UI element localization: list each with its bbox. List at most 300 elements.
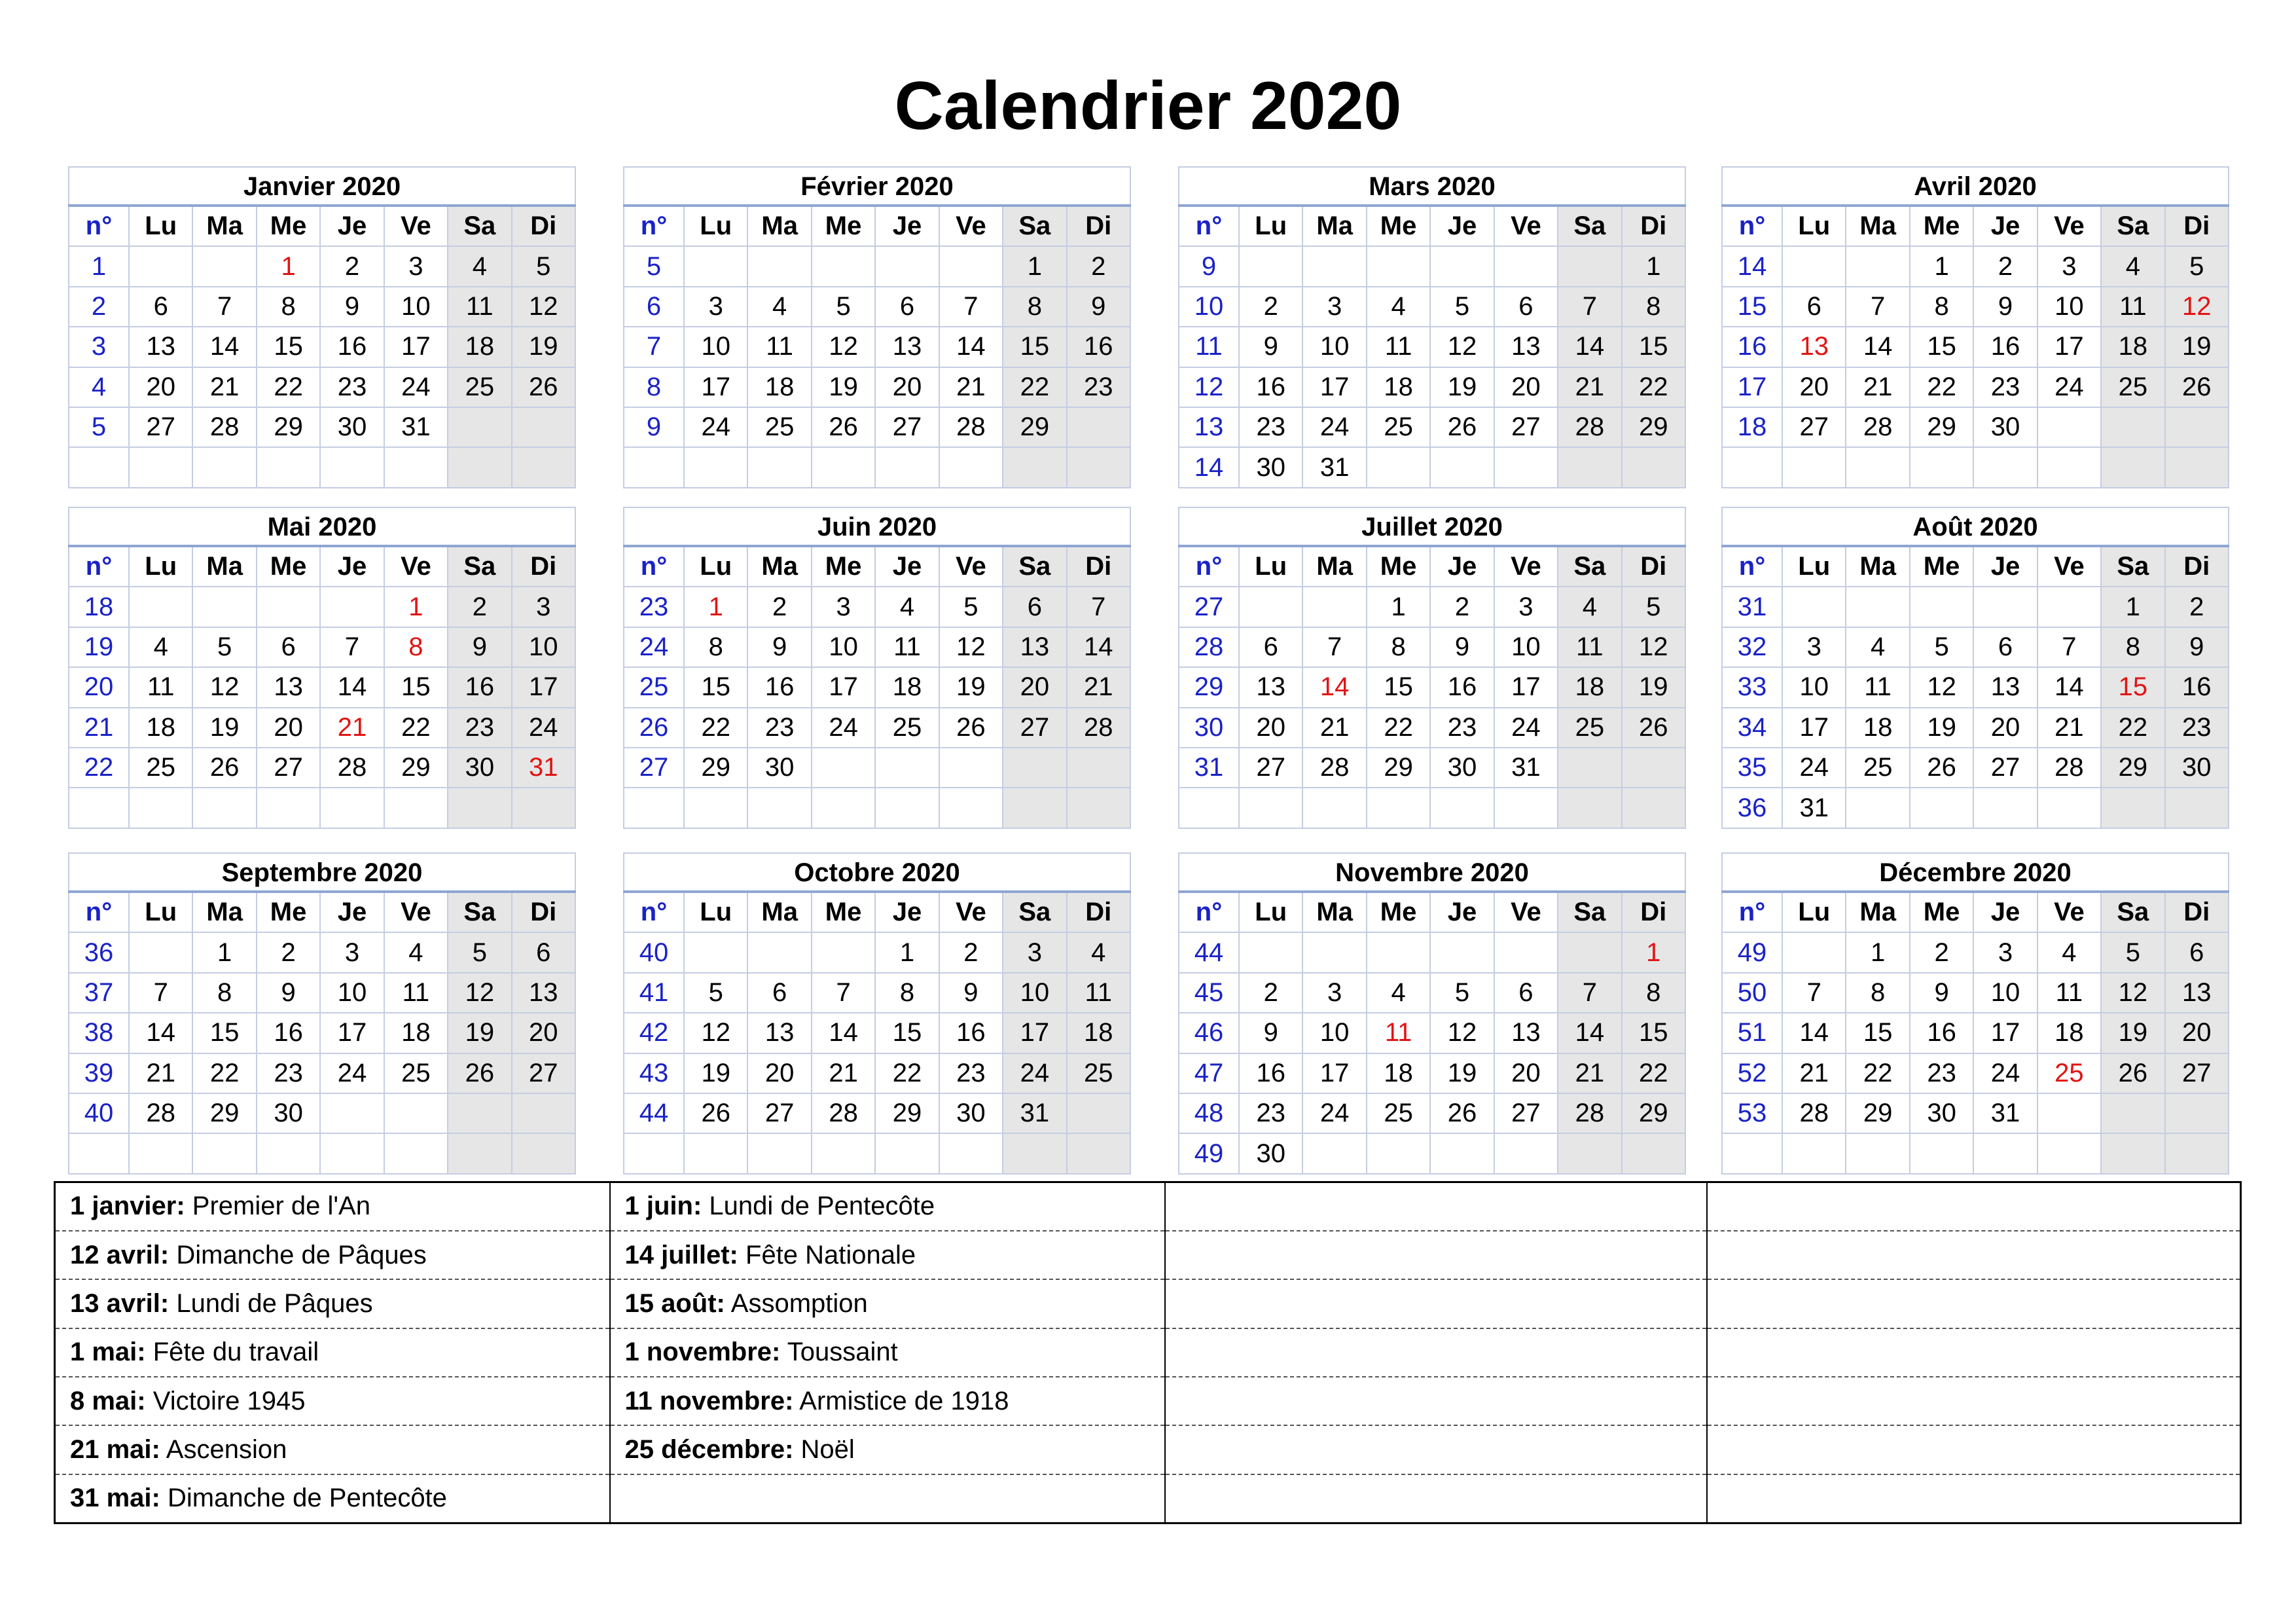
holiday-date: 1 juin: — [624, 1192, 702, 1221]
day-cell: 5 — [2101, 932, 2164, 972]
day-cell: 16 — [1910, 1013, 1973, 1053]
holiday-table — [54, 1181, 2242, 1524]
day-cell: 2 — [448, 587, 511, 627]
weekday-header: Lu — [129, 892, 192, 932]
day-cell: 29 — [1367, 748, 1430, 788]
day-cell: 23 — [1910, 1053, 1973, 1093]
holiday-cell — [1707, 1231, 2241, 1279]
week-number: 5 — [69, 407, 129, 447]
day-cell: 30 — [257, 1093, 320, 1133]
day-cell: 18 — [875, 667, 939, 707]
day-cell: 20 — [512, 1013, 575, 1053]
weekday-header: Lu — [1239, 206, 1302, 246]
day-cell: 11 — [1367, 1013, 1430, 1053]
day-cell — [1367, 1133, 1430, 1173]
day-cell: 22 — [192, 1053, 256, 1093]
week-number-header: n° — [1179, 546, 1239, 587]
day-cell: 3 — [1302, 287, 1366, 327]
week-row — [624, 287, 1130, 327]
week-row — [69, 973, 575, 1013]
day-cell: 8 — [1910, 287, 1973, 327]
week-number: 23 — [624, 587, 684, 627]
week-row — [69, 407, 575, 447]
day-cell: 14 — [1302, 667, 1366, 707]
day-cell: 12 — [1910, 667, 1973, 707]
day-cell — [192, 447, 256, 487]
day-cell: 12 — [812, 327, 875, 367]
week-number: 8 — [624, 367, 684, 407]
day-cell — [1558, 1133, 1621, 1173]
day-cell: 9 — [1067, 287, 1130, 327]
day-cell — [1558, 932, 1621, 972]
weekday-header: Me — [1367, 892, 1430, 932]
day-cell: 28 — [129, 1093, 192, 1133]
weekday-header: Je — [1430, 892, 1494, 932]
day-cell: 20 — [875, 367, 939, 407]
day-cell: 17 — [1973, 1013, 2037, 1053]
day-cell: 20 — [2165, 1013, 2229, 1053]
month-title: Juillet 2020 — [1178, 507, 1686, 545]
month-calendar — [623, 852, 1131, 1175]
day-cell: 30 — [320, 407, 384, 447]
week-number: 28 — [1179, 627, 1239, 667]
month-title: Août 2020 — [1721, 507, 2229, 545]
day-cell: 21 — [1558, 367, 1621, 407]
day-cell — [1302, 932, 1366, 972]
day-cell: 16 — [257, 1013, 320, 1053]
day-cell: 23 — [448, 708, 511, 748]
holiday-cell — [1707, 1425, 2241, 1474]
week-number: 36 — [69, 932, 129, 972]
weekday-header: Di — [2165, 206, 2229, 246]
weekday-header: Ma — [1846, 206, 1909, 246]
weekday-header: Je — [875, 206, 939, 246]
day-cell: 5 — [512, 246, 575, 286]
week-number: 33 — [1722, 667, 1782, 707]
day-cell: 28 — [1558, 1093, 1621, 1133]
day-cell: 26 — [939, 708, 1003, 748]
day-cell — [1622, 1133, 1685, 1173]
day-cell — [1003, 788, 1066, 828]
day-cell: 4 — [384, 932, 448, 972]
day-cell — [1973, 1133, 2037, 1173]
day-cell: 26 — [812, 407, 875, 447]
day-cell — [448, 1133, 511, 1173]
day-cell: 15 — [257, 327, 320, 367]
weekday-header: Di — [1622, 892, 1685, 932]
day-cell: 28 — [192, 407, 256, 447]
weekday-header: Di — [1067, 206, 1130, 246]
week-row — [69, 627, 575, 667]
day-cell: 31 — [1302, 447, 1366, 487]
day-cell: 5 — [1622, 587, 1685, 627]
day-cell: 3 — [1973, 932, 2037, 972]
day-cell: 10 — [1302, 327, 1366, 367]
weekday-header: Di — [512, 206, 575, 246]
day-cell: 19 — [512, 327, 575, 367]
day-cell — [1910, 587, 1973, 627]
week-number: 22 — [69, 748, 129, 788]
week-row — [69, 708, 575, 748]
day-cell — [320, 1133, 384, 1173]
weekday-header: Ve — [1494, 546, 1558, 587]
week-row — [69, 1053, 575, 1093]
day-cell — [192, 587, 256, 627]
day-cell: 8 — [1367, 627, 1430, 667]
day-cell: 2 — [1239, 973, 1302, 1013]
day-cell: 23 — [2165, 708, 2229, 748]
day-cell — [512, 788, 575, 828]
day-cell: 24 — [1494, 708, 1558, 748]
day-cell: 23 — [747, 708, 811, 748]
day-cell: 3 — [2037, 246, 2101, 286]
day-cell: 25 — [384, 1053, 448, 1093]
day-cell — [2101, 407, 2164, 447]
week-row — [1722, 667, 2229, 707]
week-number — [1722, 1133, 1782, 1173]
month-calendar — [1178, 507, 1686, 829]
day-cell: 9 — [1910, 973, 1973, 1013]
day-cell — [684, 1133, 747, 1173]
day-cell: 11 — [384, 973, 448, 1013]
day-cell — [684, 246, 747, 286]
week-number: 17 — [1722, 367, 1782, 407]
week-row — [1179, 407, 1685, 447]
day-cell: 14 — [2037, 667, 2101, 707]
week-number: 4 — [69, 367, 129, 407]
day-cell — [1782, 1133, 1846, 1173]
month-title: Décembre 2020 — [1721, 852, 2229, 890]
weekday-header: Sa — [2101, 546, 2164, 587]
day-cell: 22 — [1622, 1053, 1685, 1093]
day-cell — [1973, 447, 2037, 487]
week-number: 41 — [624, 973, 684, 1013]
day-cell: 26 — [192, 748, 256, 788]
week-number: 42 — [624, 1013, 684, 1053]
day-cell: 23 — [1067, 367, 1130, 407]
day-cell: 24 — [1003, 1053, 1066, 1093]
week-number: 32 — [1722, 627, 1782, 667]
day-cell: 6 — [1782, 287, 1846, 327]
day-cell: 27 — [1494, 407, 1558, 447]
day-cell: 13 — [875, 327, 939, 367]
week-number — [1722, 447, 1782, 487]
day-cell: 7 — [1558, 287, 1621, 327]
day-cell: 24 — [512, 708, 575, 748]
day-cell: 26 — [448, 1053, 511, 1093]
weekday-header: Lu — [684, 206, 747, 246]
day-cell — [1067, 1093, 1130, 1133]
day-cell: 17 — [512, 667, 575, 707]
day-cell: 11 — [1558, 627, 1621, 667]
holiday-name: Ascension — [166, 1435, 287, 1465]
week-number: 40 — [624, 932, 684, 972]
day-cell — [448, 788, 511, 828]
day-cell — [2101, 447, 2164, 487]
day-cell — [747, 788, 811, 828]
holiday-date: 11 novembre: — [624, 1386, 794, 1415]
month-calendar — [1178, 166, 1686, 488]
day-cell: 30 — [1973, 407, 2037, 447]
day-cell — [320, 788, 384, 828]
weekday-header: Ma — [1846, 892, 1909, 932]
week-number: 34 — [1722, 708, 1782, 748]
day-cell: 28 — [2037, 748, 2101, 788]
weekday-header: Ma — [1302, 546, 1366, 587]
week-number: 43 — [624, 1053, 684, 1093]
week-row — [1179, 327, 1685, 367]
day-cell — [939, 447, 1003, 487]
day-cell: 17 — [1302, 367, 1366, 407]
week-number-header: n° — [1179, 206, 1239, 246]
weekday-header: Di — [512, 892, 575, 932]
day-cell: 18 — [129, 708, 192, 748]
day-cell — [2165, 447, 2229, 487]
day-cell: 21 — [939, 367, 1003, 407]
day-cell: 5 — [684, 973, 747, 1013]
day-cell — [812, 246, 875, 286]
week-row — [1179, 748, 1685, 788]
holiday-cell — [610, 1328, 1165, 1377]
weekday-header: Je — [1430, 546, 1494, 587]
day-cell: 3 — [1782, 627, 1846, 667]
day-cell — [384, 447, 448, 487]
day-cell: 16 — [2165, 667, 2229, 707]
week-number: 35 — [1722, 748, 1782, 788]
day-cell: 28 — [1067, 708, 1130, 748]
weekday-header: Sa — [2101, 206, 2164, 246]
weekday-header: Je — [875, 892, 939, 932]
week-number-header: n° — [69, 546, 129, 587]
day-cell: 6 — [512, 932, 575, 972]
day-cell: 12 — [1430, 327, 1494, 367]
week-number — [69, 447, 129, 487]
day-cell: 14 — [320, 667, 384, 707]
week-number-header: n° — [1179, 892, 1239, 932]
holiday-cell — [55, 1474, 610, 1523]
week-row — [1179, 367, 1685, 407]
day-cell: 8 — [875, 973, 939, 1013]
holiday-cell — [55, 1377, 610, 1425]
week-number — [1179, 788, 1239, 828]
day-cell — [2165, 1093, 2229, 1133]
week-number: 27 — [1179, 587, 1239, 627]
day-cell: 18 — [2101, 327, 2164, 367]
day-cell — [448, 407, 511, 447]
day-cell: 24 — [320, 1053, 384, 1093]
day-cell — [812, 788, 875, 828]
day-cell: 1 — [1846, 932, 1909, 972]
day-cell — [747, 1133, 811, 1173]
day-cell: 6 — [875, 287, 939, 327]
day-cell: 14 — [129, 1013, 192, 1053]
day-cell — [747, 932, 811, 972]
day-cell — [384, 1133, 448, 1173]
week-row — [1722, 708, 2229, 748]
week-number: 11 — [1179, 327, 1239, 367]
day-cell: 4 — [875, 587, 939, 627]
day-cell: 9 — [747, 627, 811, 667]
day-cell: 27 — [875, 407, 939, 447]
day-cell: 29 — [1846, 1093, 1909, 1133]
day-cell — [1622, 748, 1685, 788]
day-cell — [192, 246, 256, 286]
week-row — [624, 1053, 1130, 1093]
day-cell — [684, 788, 747, 828]
day-cell: 16 — [448, 667, 511, 707]
day-cell: 22 — [257, 367, 320, 407]
week-row — [1722, 627, 2229, 667]
weekday-header: Lu — [684, 546, 747, 587]
week-row — [624, 1093, 1130, 1133]
day-cell: 17 — [1782, 708, 1846, 748]
day-cell: 3 — [1302, 973, 1366, 1013]
day-cell — [129, 447, 192, 487]
day-cell: 19 — [192, 708, 256, 748]
holiday-name: Fête du travail — [152, 1338, 319, 1367]
day-cell: 7 — [939, 287, 1003, 327]
weekday-header: Sa — [1558, 546, 1621, 587]
day-cell: 4 — [129, 627, 192, 667]
day-cell: 5 — [812, 287, 875, 327]
holiday-cell — [610, 1182, 1165, 1231]
week-number: 9 — [1179, 246, 1239, 286]
day-cell: 14 — [1067, 627, 1130, 667]
weekday-header: Me — [257, 892, 320, 932]
week-row — [624, 1133, 1130, 1173]
week-row — [1722, 407, 2229, 447]
week-row — [1722, 1053, 2229, 1093]
day-cell: 11 — [129, 667, 192, 707]
day-cell: 21 — [192, 367, 256, 407]
week-row — [1179, 788, 1685, 828]
day-cell — [1003, 748, 1066, 788]
week-row — [1722, 327, 2229, 367]
day-cell: 18 — [384, 1013, 448, 1053]
weekday-header: Ve — [384, 892, 448, 932]
week-number: 6 — [624, 287, 684, 327]
day-cell: 4 — [448, 246, 511, 286]
weekday-header: Lu — [684, 892, 747, 932]
day-cell: 30 — [939, 1093, 1003, 1133]
day-cell: 9 — [1973, 287, 2037, 327]
day-cell: 18 — [1558, 667, 1621, 707]
day-cell: 22 — [684, 708, 747, 748]
week-number: 48 — [1179, 1093, 1239, 1133]
weekday-header: Je — [320, 206, 384, 246]
day-cell: 31 — [1782, 788, 1846, 828]
day-cell: 31 — [512, 748, 575, 788]
day-cell — [1367, 788, 1430, 828]
day-cell: 13 — [2165, 973, 2229, 1013]
day-cell: 25 — [1846, 748, 1909, 788]
day-cell — [1430, 1133, 1494, 1173]
day-cell: 15 — [1910, 327, 1973, 367]
day-cell: 20 — [257, 708, 320, 748]
day-cell — [1494, 1133, 1558, 1173]
day-cell — [747, 447, 811, 487]
day-cell: 21 — [2037, 708, 2101, 748]
day-cell: 20 — [1494, 1053, 1558, 1093]
day-cell: 9 — [448, 627, 511, 667]
day-cell: 5 — [2165, 246, 2229, 286]
day-cell — [1367, 246, 1430, 286]
day-cell: 1 — [684, 587, 747, 627]
day-cell: 30 — [747, 748, 811, 788]
day-cell: 5 — [1430, 973, 1494, 1013]
day-cell: 19 — [812, 367, 875, 407]
day-cell — [747, 246, 811, 286]
holiday-date: 13 avril: — [70, 1288, 170, 1318]
day-cell: 17 — [384, 327, 448, 367]
day-cell — [2101, 788, 2164, 828]
weekday-header: Lu — [1782, 206, 1846, 246]
day-cell: 17 — [1494, 667, 1558, 707]
day-cell — [1067, 1133, 1130, 1173]
day-cell: 20 — [1973, 708, 2037, 748]
week-number: 47 — [1179, 1053, 1239, 1093]
day-cell — [129, 932, 192, 972]
week-row — [1179, 447, 1685, 487]
day-cell: 9 — [257, 973, 320, 1013]
day-cell — [1910, 788, 1973, 828]
day-cell: 9 — [939, 973, 1003, 1013]
day-cell: 12 — [192, 667, 256, 707]
day-cell — [320, 447, 384, 487]
day-cell — [1430, 447, 1494, 487]
day-cell: 8 — [684, 627, 747, 667]
day-cell: 22 — [1367, 708, 1430, 748]
weekday-header: Ve — [939, 546, 1003, 587]
day-cell: 28 — [1558, 407, 1621, 447]
day-cell: 13 — [1494, 327, 1558, 367]
week-row — [624, 788, 1130, 828]
day-cell — [1067, 407, 1130, 447]
week-number: 16 — [1722, 327, 1782, 367]
holiday-row — [55, 1231, 2241, 1279]
day-cell: 13 — [257, 667, 320, 707]
day-cell — [448, 1093, 511, 1133]
holiday-name: Lundi de Pentecôte — [709, 1192, 935, 1221]
day-cell: 9 — [2165, 627, 2229, 667]
day-cell — [1239, 788, 1302, 828]
page-title: Calendrier 2020 — [894, 68, 1402, 144]
week-row — [1179, 246, 1685, 286]
week-number: 45 — [1179, 973, 1239, 1013]
day-cell — [875, 1133, 939, 1173]
holiday-name: Toussaint — [787, 1338, 898, 1367]
day-cell: 9 — [1239, 327, 1302, 367]
weekday-header: Sa — [1003, 206, 1066, 246]
weekday-header: Me — [257, 206, 320, 246]
day-cell: 18 — [1367, 1053, 1430, 1093]
day-cell: 25 — [1367, 1093, 1430, 1133]
month-title: Octobre 2020 — [623, 852, 1131, 890]
day-cell: 15 — [875, 1013, 939, 1053]
day-cell — [939, 748, 1003, 788]
week-number: 44 — [1179, 932, 1239, 972]
day-cell — [2037, 447, 2101, 487]
week-number — [624, 1133, 684, 1173]
month-title: Novembre 2020 — [1178, 852, 1686, 890]
day-cell: 14 — [1558, 1013, 1621, 1053]
day-cell: 16 — [1430, 667, 1494, 707]
day-cell — [257, 788, 320, 828]
week-number — [624, 447, 684, 487]
day-cell: 19 — [2165, 327, 2229, 367]
month-calendar — [68, 507, 576, 829]
holiday-cell — [1165, 1279, 1707, 1328]
